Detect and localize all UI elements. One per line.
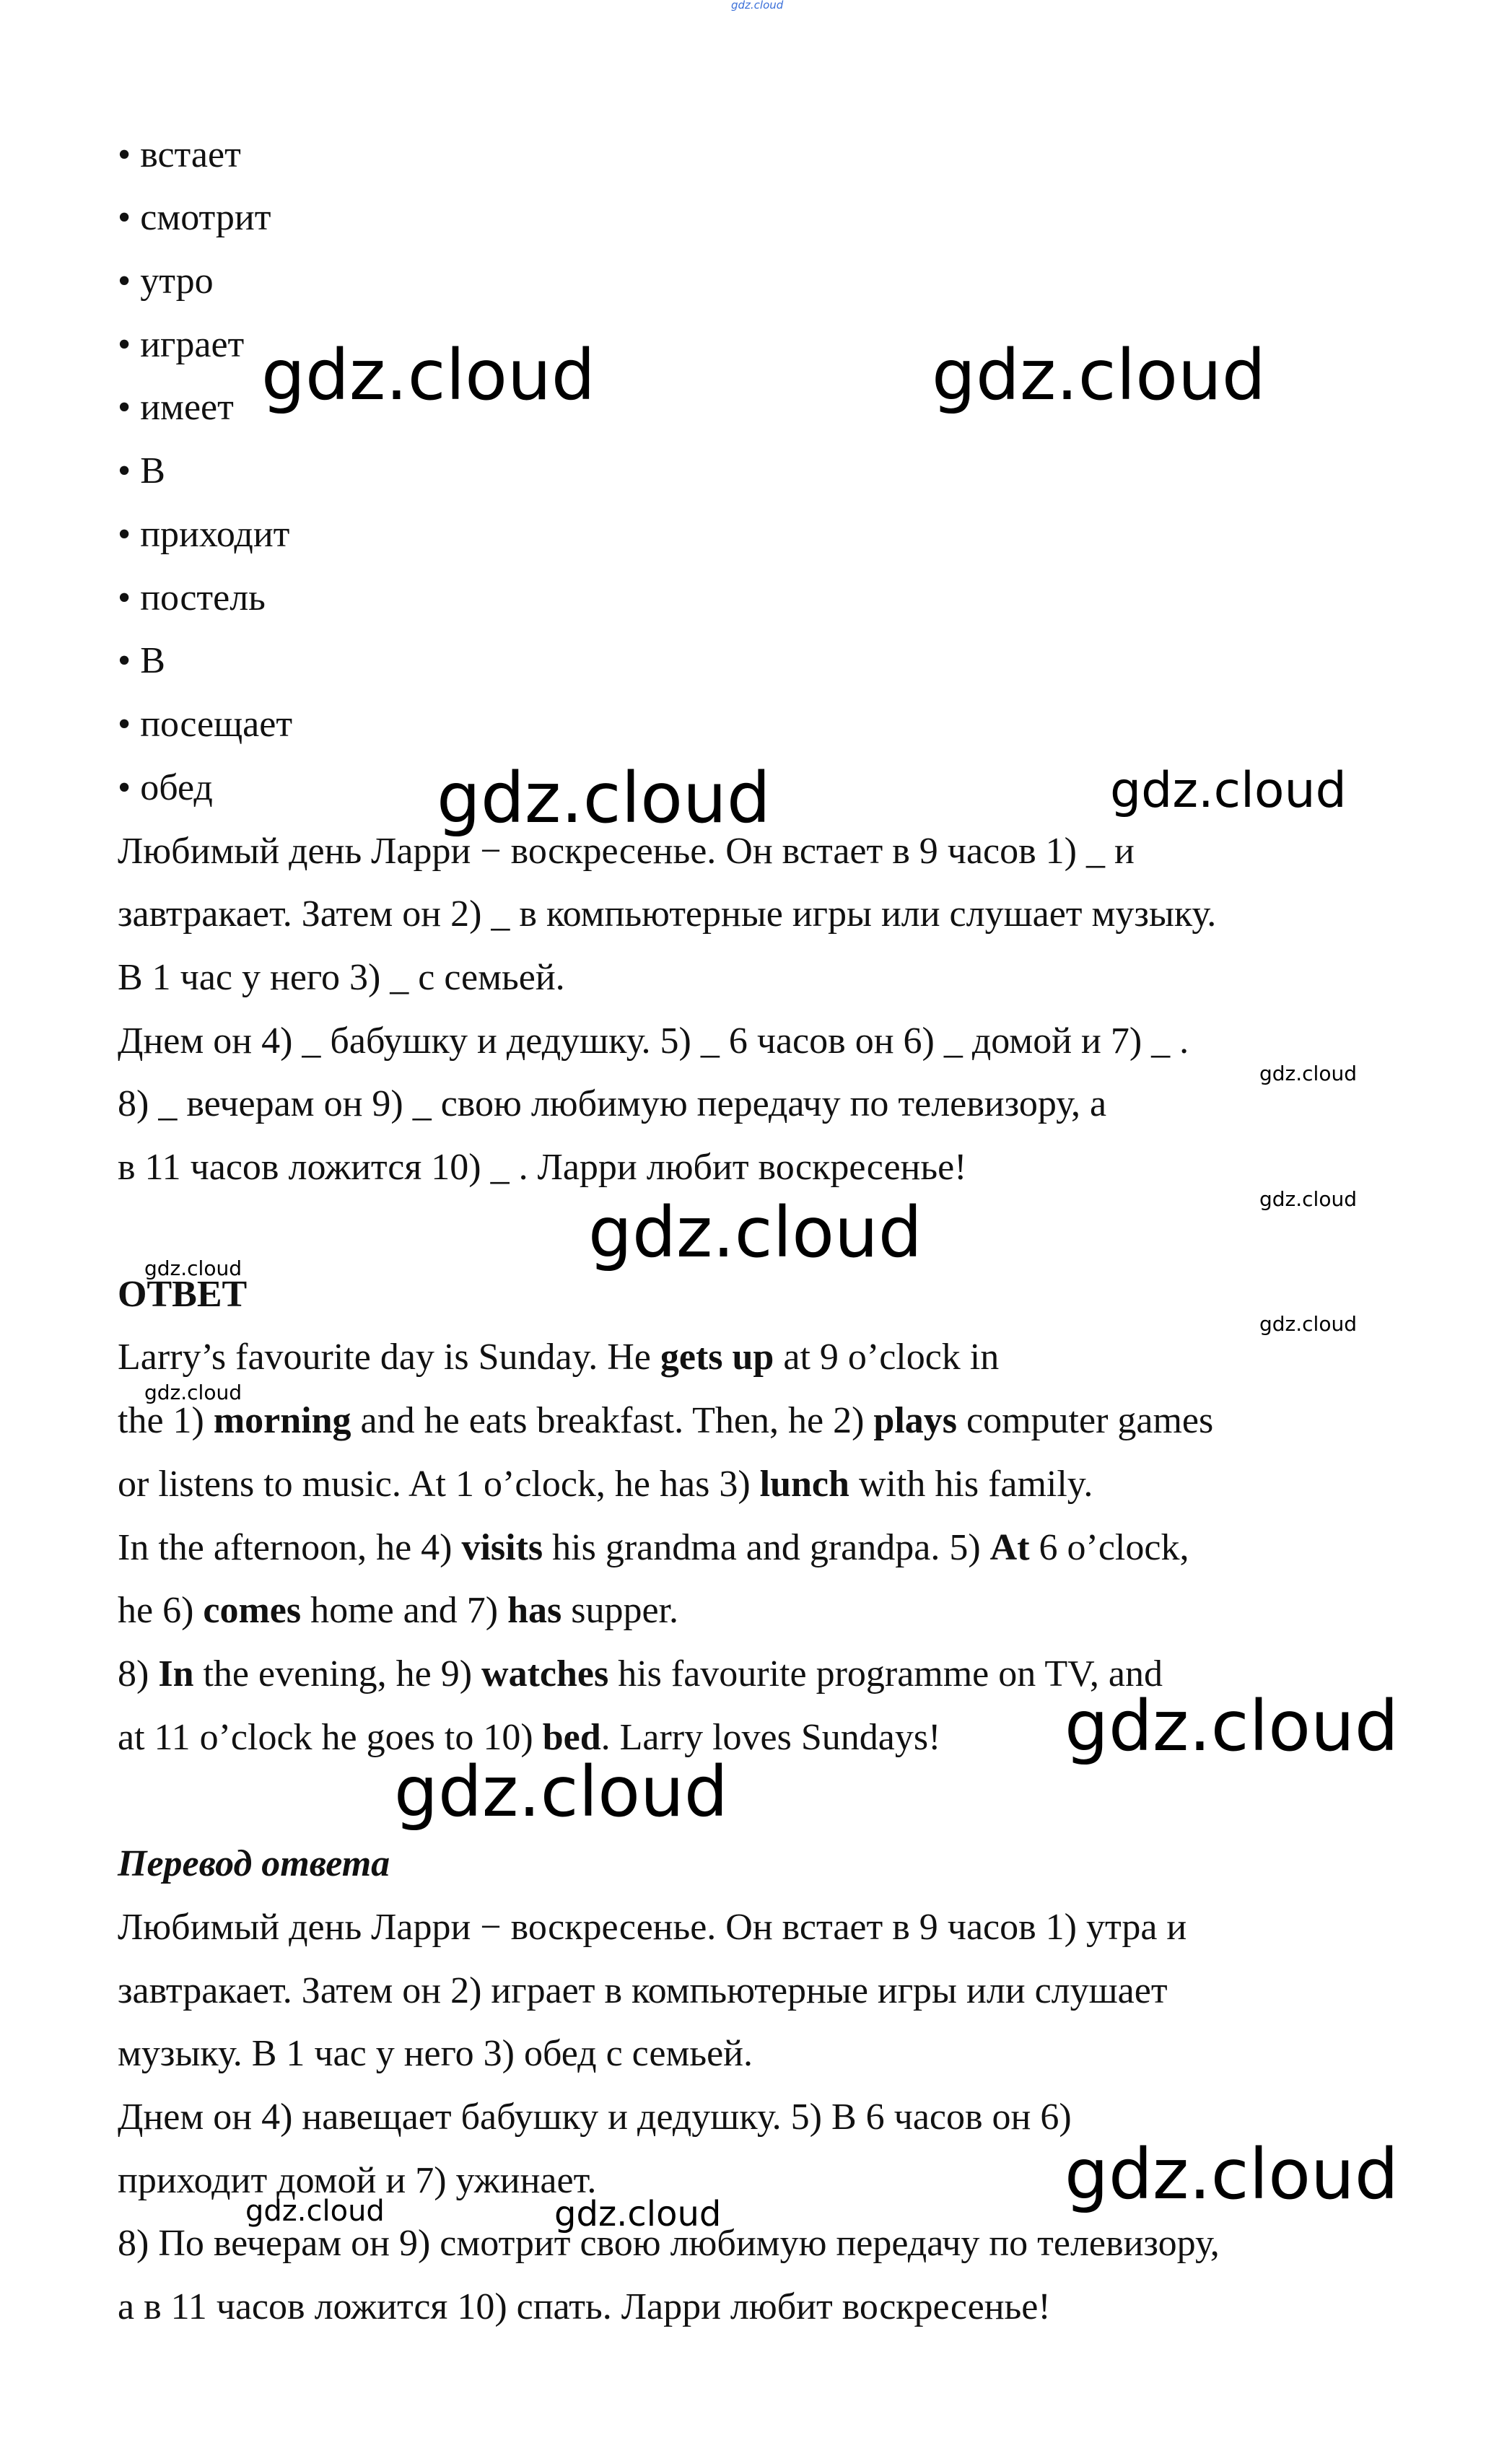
watermark: gdz.cloud — [1259, 1062, 1357, 1085]
word-item: • В — [118, 639, 165, 683]
watermark: gdz.cloud — [554, 2194, 722, 2234]
task-line: завтракает. Затем он 2) _ в компьютерные игры или слушает музыку. — [118, 893, 1217, 935]
watermark: gdz.cloud — [1110, 762, 1347, 819]
word-item: • встает — [118, 134, 241, 177]
word-item: • В — [118, 450, 165, 493]
task-line: в 11 часов ложится 10) _ . Ларри любит воскресенье! — [118, 1147, 967, 1188]
answer-line: Larry’s favourite day is Sunday. He gets up at 9 o’clock in — [118, 1337, 1000, 1378]
translation-heading: Перевод ответа — [118, 1843, 390, 1884]
answer-line: or listens to music. At 1 o’clock, he has 3) lunch with his family. — [118, 1464, 1093, 1505]
task-line: Любимый день Ларри − воскресенье. Он встает в 9 часов 1) _ и — [118, 831, 1135, 872]
watermark: gdz.cloud — [394, 1752, 728, 1832]
word-item: • постель — [118, 577, 266, 620]
translation-line: приходит домой и 7) ужинает. — [118, 2160, 597, 2201]
word-item: • утро — [118, 260, 214, 303]
word-item: • посещает — [118, 703, 292, 746]
watermark: gdz.cloud — [144, 1256, 242, 1280]
watermark: gdz.cloud — [1065, 1686, 1399, 1767]
watermark: gdz.cloud — [731, 0, 784, 12]
word-item: • смотрит — [118, 196, 271, 240]
answer-line: he 6) comes home and 7) has supper. — [118, 1590, 678, 1631]
watermark: gdz.cloud — [245, 2195, 385, 2228]
task-line: 8) _ вечерам он 9) _ свою любимую передачу по телевизору, а — [118, 1083, 1107, 1124]
word-item: • имеет — [118, 386, 234, 429]
watermark: gdz.cloud — [588, 1192, 922, 1273]
translation-line: Любимый день Ларри − воскресенье. Он встает в 9 часов 1) утра и — [118, 1907, 1187, 1948]
watermark: gdz.cloud — [437, 758, 771, 839]
translation-line: завтракает. Затем он 2) играет в компьютерные игры или слушает — [118, 1970, 1168, 2011]
word-item: • приходит — [118, 513, 289, 556]
answer-line: In the afternoon, he 4) visits his grandma and grandpa. 5) At 6 o’clock, — [118, 1527, 1189, 1568]
translation-line: а в 11 часов ложится 10) спать. Ларри любит воскресенье! — [118, 2286, 1051, 2327]
watermark: gdz.cloud — [1065, 2134, 1399, 2215]
watermark: gdz.cloud — [1259, 1312, 1357, 1336]
translation-line: музыку. В 1 час у него 3) обед с семьей. — [118, 2033, 753, 2074]
watermark: gdz.cloud — [1259, 1187, 1357, 1211]
word-item: • обед — [118, 766, 213, 810]
watermark: gdz.cloud — [144, 1381, 242, 1404]
answer-line: 8) In the evening, he 9) watches his favourite programme on TV, and — [118, 1653, 1163, 1695]
task-line: В 1 час у него 3) _ с семьей. — [118, 957, 565, 998]
answer-line: the 1) morning and he eats breakfast. Then, he 2) plays computer games — [118, 1400, 1214, 1441]
answer-line: at 11 o’clock he goes to 10) bed. Larry loves Sundays! — [118, 1717, 941, 1758]
word-item: • играет — [118, 323, 244, 367]
watermark: gdz.cloud — [261, 335, 595, 416]
translation-line: Днем он 4) навещает бабушку и дедушку. 5) В 6 часов он 6) — [118, 2096, 1072, 2138]
watermark: gdz.cloud — [932, 335, 1266, 416]
translation-line: 8) По вечерам он 9) смотрит свою любимую передачу по телевизору, — [118, 2223, 1220, 2264]
task-line: Днем он 4) _ бабушку и дедушку. 5) _ 6 часов он 6) _ домой и 7) _ . — [118, 1020, 1189, 1062]
answer-heading: ОТВЕТ — [118, 1274, 248, 1315]
